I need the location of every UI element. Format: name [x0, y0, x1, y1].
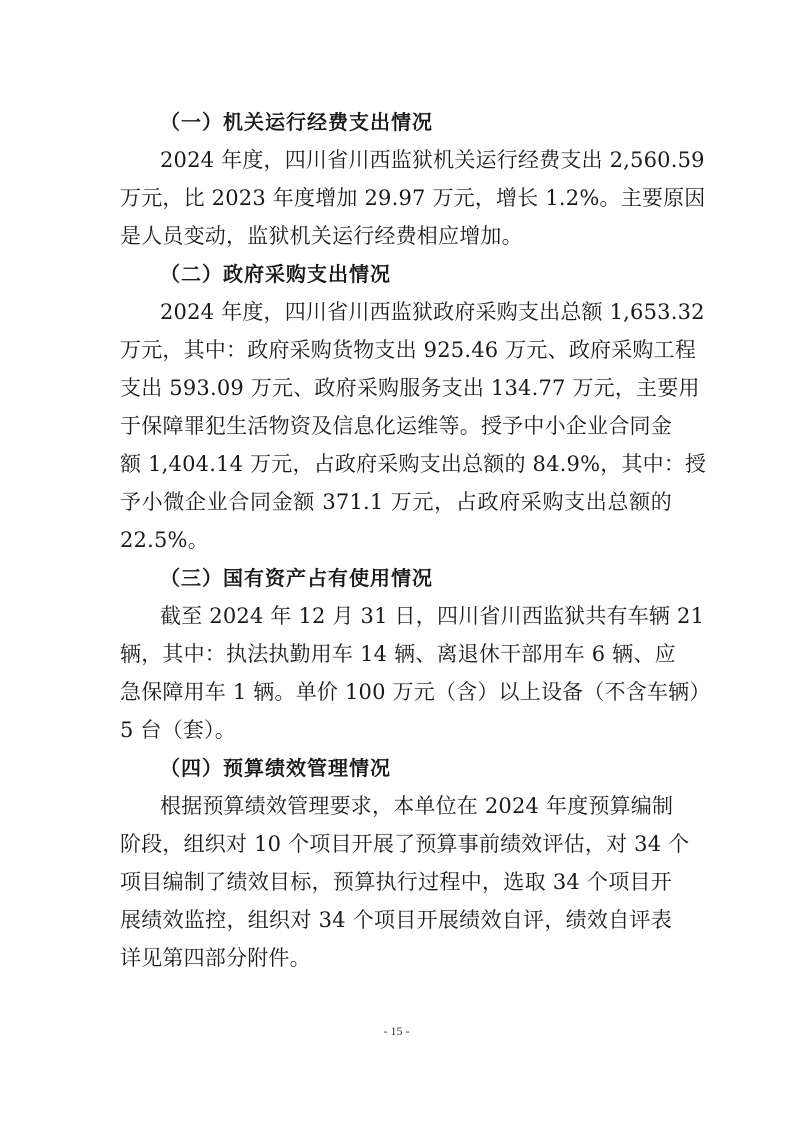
- document-body: [120, 103, 711, 977]
- page-number: - 15 -: [383, 1024, 410, 1038]
- paragraph-line: 截至 2024 年 12 月 31 日，四川省川西监狱共有车辆 21: [160, 604, 705, 628]
- section-heading: （二）政府采购支出情况: [160, 262, 391, 286]
- paragraph-line: 额 1,404.14 万元，占政府采购支出总额的 84.9%，其中：授: [120, 452, 707, 476]
- paragraph-line: 2024 年度，四川省川西监狱政府采购支出总额 1,653.32: [160, 300, 705, 324]
- paragraph-line: 支出 593.09 万元、政府采购服务支出 134.77 万元，主要用: [120, 376, 700, 400]
- section-heading: （四）预算绩效管理情况: [160, 756, 391, 780]
- section-state-assets: [120, 559, 711, 749]
- paragraph-line: 辆，其中：执法执勤用车 14 辆、离退休干部用车 6 辆、应: [120, 642, 676, 666]
- section-operating-expenses: [120, 103, 706, 255]
- paragraph-line: 展绩效监控，组织对 34 个项目开展绩效自评，绩效自评表: [120, 908, 672, 932]
- paragraph-line: 2024 年度，四川省川西监狱机关运行经费支出 2,560.59: [160, 148, 705, 172]
- paragraph-line: 22.5%。: [120, 528, 209, 552]
- paragraph-line: 万元，比 2023 年度增加 29.97 万元，增长 1.2%。主要原因: [120, 186, 706, 210]
- section-paragraph: [120, 141, 706, 255]
- section-paragraph: [120, 787, 690, 977]
- paragraph-line: 项目编制了绩效目标，预算执行过程中，选取 34 个项目开: [120, 870, 672, 894]
- paragraph-line: 根据预算绩效管理要求，本单位在 2024 年度预算编制: [160, 794, 674, 818]
- paragraph-line: 是人员变动，监狱机关运行经费相应增加。: [120, 224, 523, 248]
- section-paragraph: [120, 597, 711, 749]
- section-heading: （一）机关运行经费支出情况: [160, 110, 433, 134]
- paragraph-line: 于保障罪犯生活物资及信息化运维等。授予中小企业合同金: [120, 414, 672, 438]
- paragraph-line: 阶段，组织对 10 个项目开展了预算事前绩效评估，对 34 个: [120, 832, 690, 856]
- section-procurement: [120, 255, 707, 559]
- section-paragraph: [120, 293, 707, 559]
- paragraph-line: 详见第四部分附件。: [120, 946, 311, 970]
- paragraph-line: 5 台（套）。: [120, 718, 236, 742]
- section-heading: （三）国有资产占有使用情况: [160, 566, 433, 590]
- paragraph-line: 万元，其中：政府采购货物支出 925.46 万元、政府采购工程: [120, 338, 697, 362]
- paragraph-line: 予小微企业合同金额 371.1 万元，占政府采购支出总额的: [120, 490, 672, 514]
- section-performance-management: [120, 749, 690, 977]
- paragraph-line: 急保障用车 1 辆。单价 100 万元（含）以上设备（不含车辆）: [120, 680, 711, 704]
